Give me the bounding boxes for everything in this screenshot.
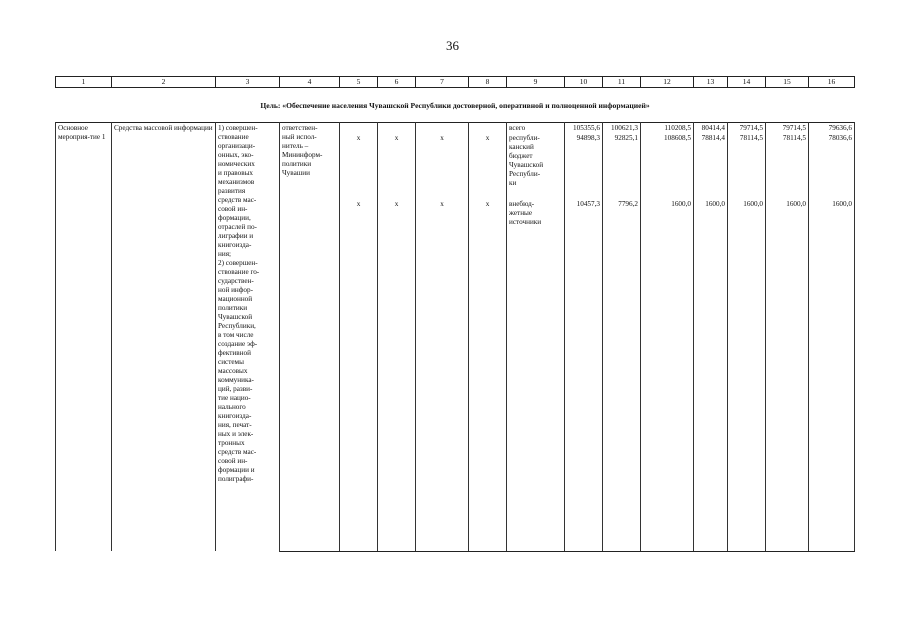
measure-description-line: онных, эко- bbox=[218, 151, 254, 159]
measure-description-line: полиграфи- bbox=[218, 475, 254, 483]
funding-source bbox=[509, 200, 562, 227]
measure-description-line: формации и bbox=[218, 466, 255, 474]
col-number: 12 bbox=[641, 77, 694, 88]
funding-value: 1600,0 bbox=[641, 199, 694, 551]
funding-source bbox=[507, 199, 565, 551]
measure-description-line: ния, печат- bbox=[218, 421, 252, 429]
col-number: 9 bbox=[507, 77, 565, 88]
measure-description-line: средств мас- bbox=[218, 448, 257, 456]
funding-source bbox=[507, 133, 565, 199]
measure-description-line: Республики, bbox=[218, 322, 256, 330]
measure-description-line: в том числе bbox=[218, 331, 254, 339]
col-number: 16 bbox=[809, 77, 855, 88]
measure-description-line: номических bbox=[218, 160, 255, 168]
classification-code bbox=[378, 123, 416, 134]
funding-value: 1600,0 bbox=[809, 199, 855, 551]
page-number: 36 bbox=[446, 38, 459, 53]
classification-code: x bbox=[340, 133, 378, 199]
col-number: 5 bbox=[340, 77, 378, 88]
measure-description-line: тие нацио- bbox=[218, 394, 251, 402]
funding-source-line: внебюд- bbox=[509, 200, 535, 208]
funding-value: 1600,0 bbox=[766, 199, 809, 551]
funding-source-line: Чувашской bbox=[509, 161, 544, 169]
col-number: 8 bbox=[469, 77, 507, 88]
funding-source bbox=[509, 124, 562, 133]
measure-description-line: ных и элек- bbox=[218, 430, 254, 438]
col-number: 4 bbox=[280, 77, 340, 88]
measure-description-line: политики bbox=[218, 304, 248, 312]
funding-value: 100621,3 bbox=[603, 123, 641, 134]
measure-description bbox=[218, 124, 277, 484]
measure-description-line: средств мас- bbox=[218, 196, 257, 204]
measure-description-line: ной инфор- bbox=[218, 286, 254, 294]
funding-source-line: источники bbox=[509, 218, 542, 226]
funding-value: 1600,0 bbox=[728, 199, 766, 551]
classification-code: x bbox=[469, 199, 507, 551]
col-number: 10 bbox=[565, 77, 603, 88]
responsible-executor-line: политики bbox=[282, 160, 312, 168]
measure-description-line: ния; bbox=[218, 250, 231, 258]
funding-source-line: бюджет bbox=[509, 152, 533, 160]
funding-source-line: жетные bbox=[509, 209, 533, 217]
funding-value: 110208,5 bbox=[641, 123, 694, 134]
measure-description-line: 2) совершен- bbox=[218, 259, 258, 267]
subprogram-name: Средства массовой информации bbox=[112, 123, 216, 552]
measure-description-line: ствование го- bbox=[218, 268, 260, 276]
measure-description-line: нального bbox=[218, 403, 246, 411]
goal-text: Цель: «Обеспечение населения Чувашской Республики достоверной, оперативной и полноценной информацией» bbox=[260, 100, 650, 110]
col-number: 6 bbox=[378, 77, 416, 88]
funding-source-line: канский bbox=[509, 143, 534, 151]
responsible-executor bbox=[282, 124, 337, 178]
measure-description-line: механизмов bbox=[218, 178, 255, 186]
measure-description-line: лиграфии и bbox=[218, 232, 254, 240]
responsible-executor-line: ответствен- bbox=[282, 124, 318, 132]
funding-source-line: всего bbox=[509, 124, 526, 132]
funding-value: 105355,6 bbox=[565, 123, 603, 134]
measure-description-line: мационной bbox=[218, 295, 253, 303]
measure-name: Основное мероприя-тие 1 bbox=[56, 123, 112, 552]
col-number: 15 bbox=[766, 77, 809, 88]
classification-code: x bbox=[340, 199, 378, 551]
measure-description-line: создание эф- bbox=[218, 340, 258, 348]
column-number-row bbox=[56, 77, 855, 88]
funding-source-line: республи- bbox=[509, 134, 540, 142]
funding-value: 92825,1 bbox=[603, 133, 641, 199]
program-table bbox=[55, 76, 855, 552]
measure-description-line: развития bbox=[218, 187, 246, 195]
classification-code: x bbox=[469, 133, 507, 199]
funding-source-line: Республи- bbox=[509, 170, 541, 178]
funding-value: 79714,5 bbox=[766, 123, 809, 134]
classification-code: x bbox=[378, 199, 416, 551]
funding-value: 78036,6 bbox=[809, 133, 855, 199]
funding-value: 79714,5 bbox=[728, 123, 766, 134]
funding-value: 79636,6 bbox=[809, 123, 855, 134]
responsible-executor-line: ный испол- bbox=[282, 133, 317, 141]
measure-description-line: тронных bbox=[218, 439, 245, 447]
measure-description-line: организаци- bbox=[218, 142, 256, 150]
funding-source-line: ки bbox=[509, 179, 517, 187]
measure-description-line: 1) совершен- bbox=[218, 124, 258, 132]
measure-description-line: ствование bbox=[218, 133, 249, 141]
measure-description-line: Чувашской bbox=[218, 313, 253, 321]
classification-code: x bbox=[416, 199, 469, 551]
col-number: 11 bbox=[603, 77, 641, 88]
funding-source bbox=[507, 123, 565, 134]
responsible-executor-blank bbox=[280, 199, 340, 551]
measure-description-line: коммуника- bbox=[218, 376, 254, 384]
funding-value: 1600,0 bbox=[694, 199, 728, 551]
measure-description-line: книгоизда- bbox=[218, 412, 252, 420]
measure-description-line: сударствен- bbox=[218, 277, 254, 285]
responsible-executor-line: Мининформ- bbox=[282, 151, 323, 159]
funding-source bbox=[509, 134, 562, 188]
measure-description-line: формации, bbox=[218, 214, 251, 222]
measure-description-line: системы bbox=[218, 358, 244, 366]
col-number: 2 bbox=[112, 77, 216, 88]
responsible-executor bbox=[280, 123, 340, 200]
funding-value: 80414,4 bbox=[694, 123, 728, 134]
funding-value: 108608,5 bbox=[641, 133, 694, 199]
funding-value: 94898,3 bbox=[565, 133, 603, 199]
funding-value: 7796,2 bbox=[603, 199, 641, 551]
classification-code bbox=[416, 123, 469, 134]
funding-value: 78814,4 bbox=[694, 133, 728, 199]
measure-description-line: совой ин- bbox=[218, 205, 248, 213]
col-number: 1 bbox=[56, 77, 112, 88]
col-number: 7 bbox=[416, 77, 469, 88]
responsible-executor-line: нитель – bbox=[282, 142, 309, 150]
measure-description-line: ций, разви- bbox=[218, 385, 253, 393]
table-row bbox=[56, 123, 855, 134]
responsible-executor-line: Чувашии bbox=[282, 169, 310, 177]
funding-value: 10457,3 bbox=[565, 199, 603, 551]
funding-value: 78114,5 bbox=[728, 133, 766, 199]
col-number: 14 bbox=[728, 77, 766, 88]
measure-description-line: отраслей по- bbox=[218, 223, 257, 231]
col-number: 3 bbox=[216, 77, 280, 88]
row-block bbox=[56, 123, 855, 552]
classification-code bbox=[340, 123, 378, 134]
measure-description-line: фективной bbox=[218, 349, 251, 357]
measure-description bbox=[216, 123, 280, 552]
goal-row bbox=[56, 88, 855, 123]
classification-code: x bbox=[378, 133, 416, 199]
classification-code bbox=[469, 123, 507, 134]
measure-description-line: массовых bbox=[218, 367, 248, 375]
measure-description-line: совой ин- bbox=[218, 457, 248, 465]
measure-description-line: книгоизда- bbox=[218, 241, 252, 249]
classification-code: x bbox=[416, 133, 469, 199]
col-number: 13 bbox=[694, 77, 728, 88]
measure-description-line: и правовых bbox=[218, 169, 254, 177]
funding-value: 78114,5 bbox=[766, 133, 809, 199]
